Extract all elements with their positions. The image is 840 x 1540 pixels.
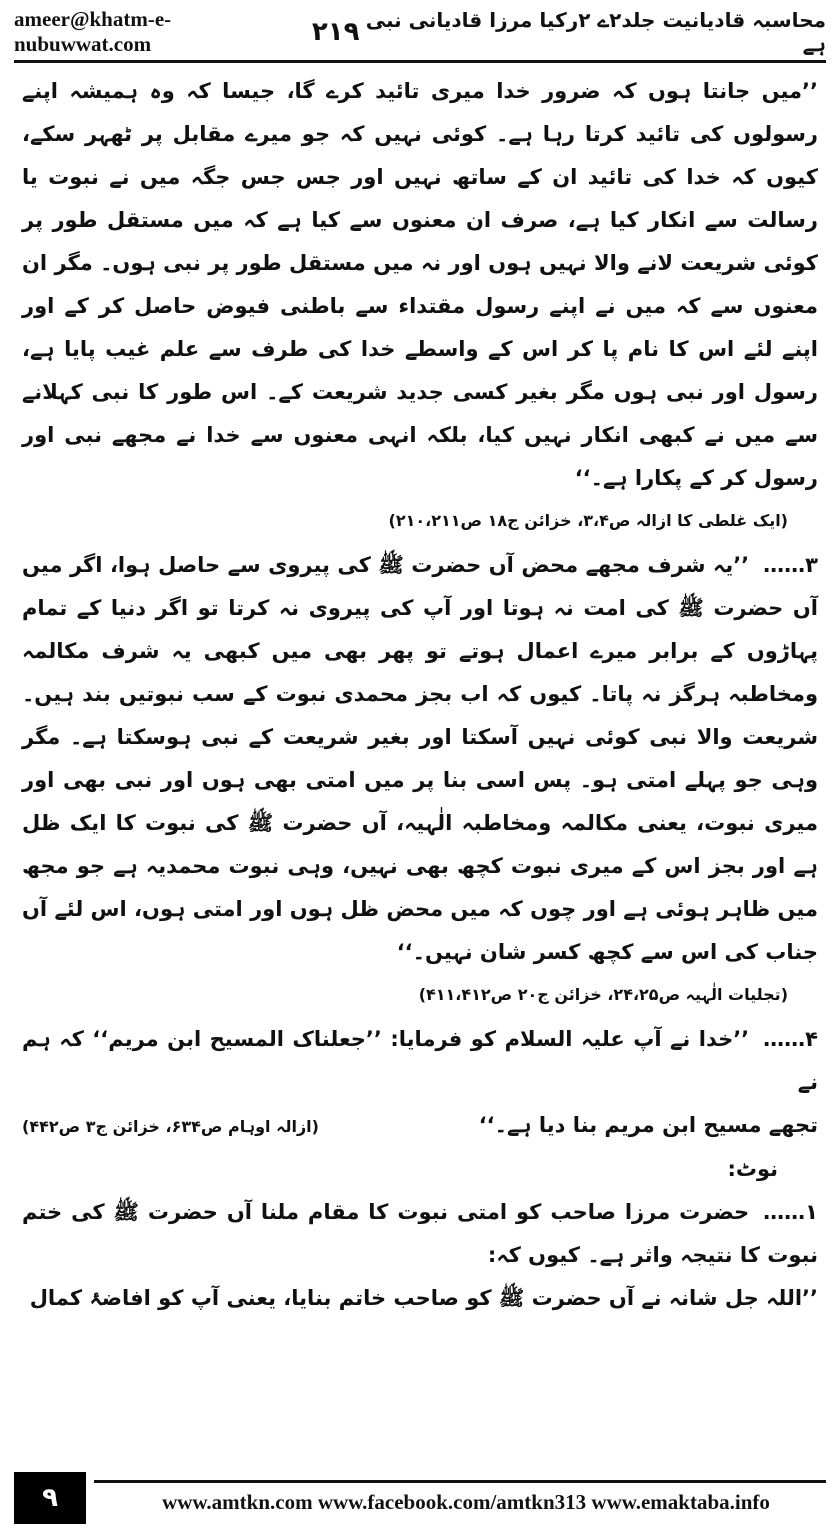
note-paragraph-1 [22, 1191, 818, 1277]
citation-1: (ایک غلطی کا ازالہ ص۳،۴، خزائن ج۱۸ ص۲۱۰،۲۱۱) [388, 511, 788, 530]
page-number: ۲۱۹ [311, 17, 360, 47]
quote-text-4b: تجھے مسیح ابن مریم بنا دیا ہے۔‘‘ [478, 1113, 818, 1137]
citation-3: (تجلیات الٰہیہ ص۲۴،۲۵، خزائن ج۲۰ ص۴۱۱،۴۱۲) [418, 985, 788, 1004]
quote-paragraph-1: ’’میں جانتا ہوں کہ ضرور خدا میری تائید کرے گا، جیسا کہ وہ ہمیشہ اپنے رسولوں کی تائید کرتا رہا ہے۔ کوئی نہیں کہ جو میرے مقابل پر ٹھہر سکے، کیوں کہ خدا کی تائید ان کے ساتھ نہیں اور جس جس جگہ میں نے نبوت یا رسالت سے انکار کیا ہے، صرف ان معنوں سے کیا ہے کہ میں مستقل طور پر کوئی شریعت لانے والا نہیں ہوں اور نہ میں مستقل طور پر نبی ہوں۔ مگر ان معنوں سے کہ میں نے اپنے رسول مقتداء سے باطنی فیوض حاصل کر کے اور اپنے لئے اس کا نام پا کر اس کے واسطے خدا کی طرف سے علم غیب پایا ہے، رسول اور نبی ہوں مگر بغیر کسی جدید شریعت کے۔ اس طور کا نبی کہلانے سے میں نے کبھی انکار نہیں کیا، بلکہ انہی معنوں سے خدا نے مجھے نبی اور رسول کر کے پکارا ہے۔‘‘ [22, 79, 818, 490]
note-heading: نوٹ: [727, 1157, 778, 1181]
footer-links: www.amtkn.com www.facebook.com/amtkn313 www.emaktaba.info [162, 1490, 770, 1514]
page-footer [14, 1472, 826, 1530]
quote-paragraph-3 [22, 544, 818, 974]
citation-4: (ازالہ اوہام ص۶۳۴، خزائن ج۳ ص۴۴۲) [22, 1117, 319, 1136]
item-number-3: ۳…… [763, 553, 818, 577]
header-email: ameer@khatm-e-nubuwwat.com [14, 7, 172, 56]
footer-rule [94, 1480, 826, 1483]
quote-text-4a: ’’خدا نے آپ علیہ السلام کو فرمایا: ’’جعلناک المسیح ابن مریم‘‘ کہ ہم نے [22, 1027, 818, 1094]
page-header [14, 8, 826, 56]
note-text-1: حضرت مرزا صاحب کو امتی نبوت کا مقام ملنا آں حضرت ﷺ کی ختم نبوت کا نتیجہ واثر ہے۔ کیوں کہ: [22, 1200, 818, 1267]
page-body [22, 70, 818, 1460]
quote-paragraph-final: ’’اللہ جل شانہ نے آں حضرت ﷺ کو صاحب خاتم بنایا، یعنی آپ کو افاضۂ کمال [29, 1286, 818, 1310]
item-number-4: ۴…… [763, 1027, 818, 1051]
footer-page-box: ۹ [14, 1472, 86, 1524]
running-title: محاسبہ قادیانیت جلد۲ے ۲رکیا مرزا قادیانی نبی ہے [365, 8, 826, 56]
quote-paragraph-4 [22, 1018, 818, 1104]
header-rule [14, 60, 826, 63]
item-number-1: ۱…… [763, 1200, 818, 1224]
quote-line-4b [22, 1104, 818, 1148]
quote-text-3: ’’یہ شرف مجھے محض آں حضرت ﷺ کی پیروی سے حاصل ہوا، اگر میں آں حضرت ﷺ کی امت نہ ہوتا اور آپ کی پیروی نہ کرتا تو اگر دنیا کے تمام پہاڑوں کے برابر میرے اعمال ہوتے تو پھر بھی میں کبھی یہ شرف مکالمہ ومخاطبہ ہرگز نہ پاتا۔ کیوں کہ اب بجز محمدی نبوت کے سب نبوتیں بند ہیں۔ شریعت والا نبی کوئی نہیں آسکتا اور بغیر شریعت کے نبی ہوسکتا ہے۔ مگر وہی جو پہلے امتی ہو۔ پس اسی بنا پر میں امتی بھی ہوں اور نبی بھی اور میری نبوت، یعنی مکالمہ ومخاطبہ الٰہیہ، آں حضرت ﷺ کی نبوت کا ایک ظل ہے اور بجز اس کے میری نبوت کچھ بھی نہیں، وہی نبوت محمدیہ ہے جو مجھ میں ظاہر ہوئی ہے اور چوں کہ میں محض ظل ہوں اور امتی ہوں، اس لئے آں جناب کی اس سے کچھ کسر شان نہیں۔‘‘ [22, 553, 818, 964]
